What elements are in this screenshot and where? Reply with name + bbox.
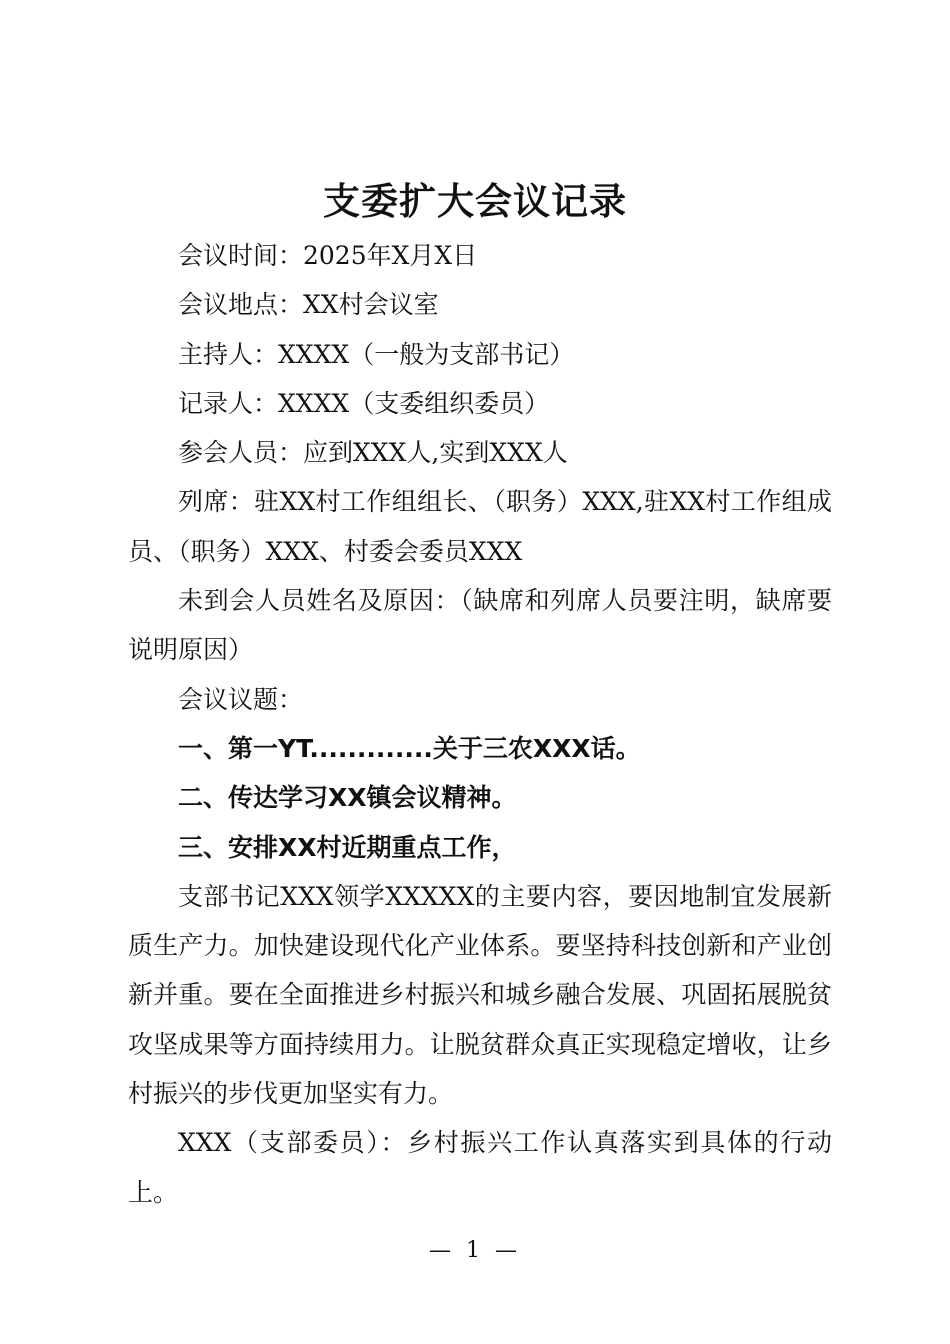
paragraph: 主持人：XXXX（一般为支部书记） (178, 339, 575, 369)
paragraph: 未到会人员姓名及原因：（缺席和列席人员要注明，缺席要说明原因） (128, 586, 832, 665)
document-body (128, 231, 832, 1217)
paragraph: 会议议题： (178, 684, 304, 714)
paragraph: 参会人员：应到XXX人,实到XXX人 (178, 438, 568, 468)
agenda-heading: 一、第一YT.............关于三农XXX话。 (178, 733, 641, 763)
paragraph: 列席：驻XX村工作组组长、（职务）XXX,驻XX村工作组成员、（职务）XXX、村委会委员XXX (128, 487, 832, 566)
paragraph: 支部书记XXX领学XXXXX的主要内容，要因地制宜发展新质生产力。加快建设现代化产业体系。要坚持科技创新和产业创新并重。要在全面推进乡村振兴和城乡融合发展、巩固拓展脱贫攻坚成果等方面持续用力。让脱贫群众真正实现稳定增收，让乡村振兴的步伐更加坚实有力。 (128, 881, 832, 1109)
agenda-heading: 三、安排XX村近期重点工作， (178, 832, 517, 862)
paragraph: 会议地点：XX村会议室 (178, 290, 439, 320)
agenda-heading: 二、传达学习XX镇会议精神。 (178, 783, 517, 813)
paragraph: 记录人：XXXX（支委组织委员） (178, 388, 550, 418)
paragraph: XXX（支部委员）：乡村振兴工作认真落实到具体的行动上。 (128, 1128, 832, 1207)
page-number: — 1 — (429, 1238, 521, 1263)
document-title: 支委扩大会议记录 (323, 179, 627, 223)
paragraph: 会议时间：2025年X月X日 (178, 241, 478, 270)
